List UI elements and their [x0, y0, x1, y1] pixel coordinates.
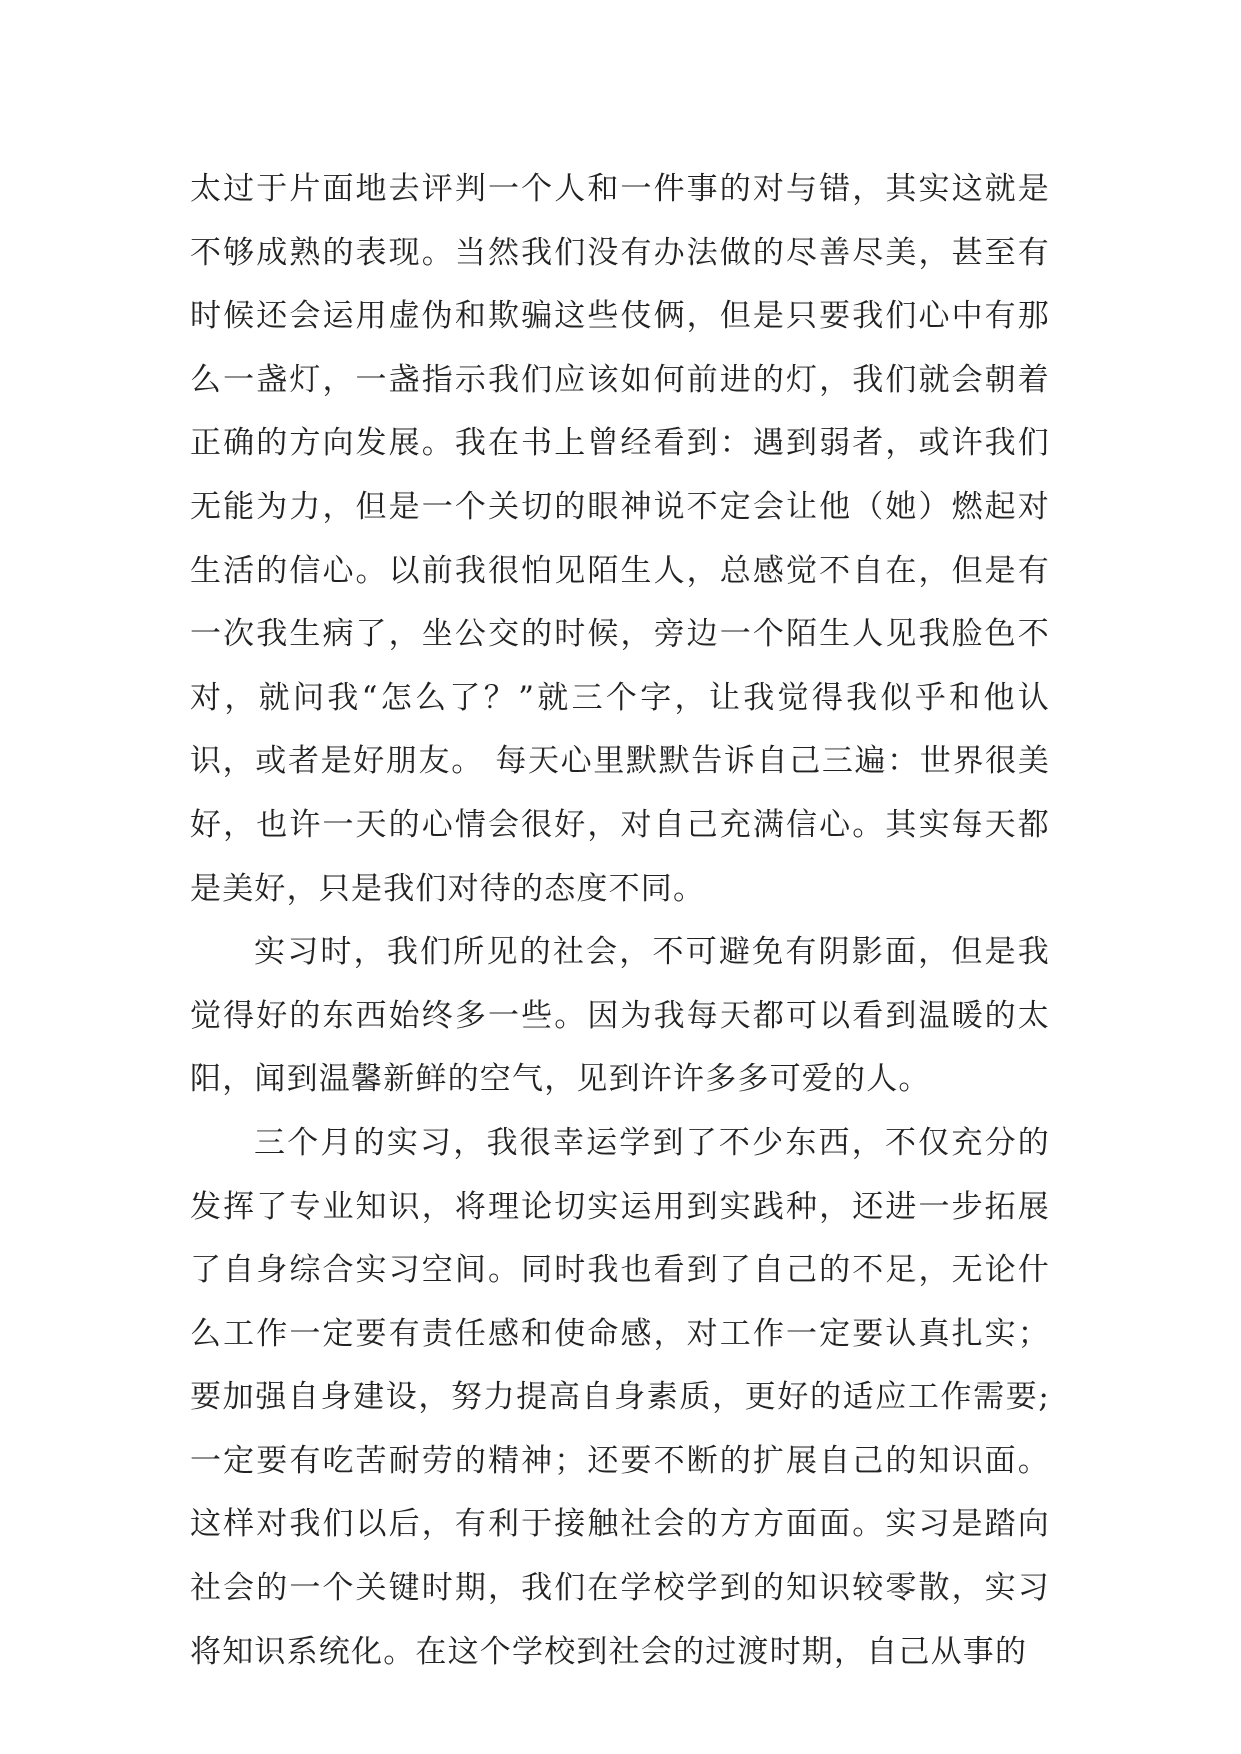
document-body — [190, 158, 1050, 1684]
paragraph-1: 太过于片面地去评判一个人和一件事的对与错，其实这就是不够成熟的表现。当然我们没有办法做的尽善尽美，甚至有时候还会运用虚伪和欺骗这些伎俩，但是只要我们心中有那么一盏灯，一盏指示我们应该如何前进的灯，我们就会朝着正确的方向发展。我在书上曾经看到：遇到弱者，或许我们无能为力，但是一个关切的眼神说不定会让他（她）燃起对生活的信心。以前我很怕见陌生人，总感觉不自在，但是有一次我生病了，坐公交的时候，旁边一个陌生人见我脸色不对，就问我“怎么了？”就三个字，让我觉得我似乎和他认识，或者是好朋友。 每天心里默默告诉自己三遍：世界很美好，也许一天的心情会很好，对自己充满信心。其实每天都是美好，只是我们对待的态度不同。 — [190, 171, 1050, 907]
paragraph-3: 三个月的实习，我很幸运学到了不少东西，不仅充分的发挥了专业知识，将理论切实运用到实践种，还进一步拓展了自身综合实习空间。同时我也看到了自己的不足，无论什么工作一定要有责任感和使命感，对工作一定要认真扎实；要加强自身建设，努力提高自身素质，更好的适应工作需要;一定要有吃苦耐劳的精神；还要不断的扩展自己的知识面。这样对我们以后，有利于接触社会的方方面面。实习是踏向社会的一个关键时期，我们在学校学到的知识较零散，实习将知识系统化。在这个学校到社会的过渡时期，自己从事的 — [190, 1124, 1050, 1670]
paragraph-2: 实习时，我们所见的社会，不可避免有阴影面，但是我觉得好的东西始终多一些。因为我每天都可以看到温暖的太阳，闻到温馨新鲜的空气，见到许许多多可爱的人。 — [190, 934, 1050, 1098]
